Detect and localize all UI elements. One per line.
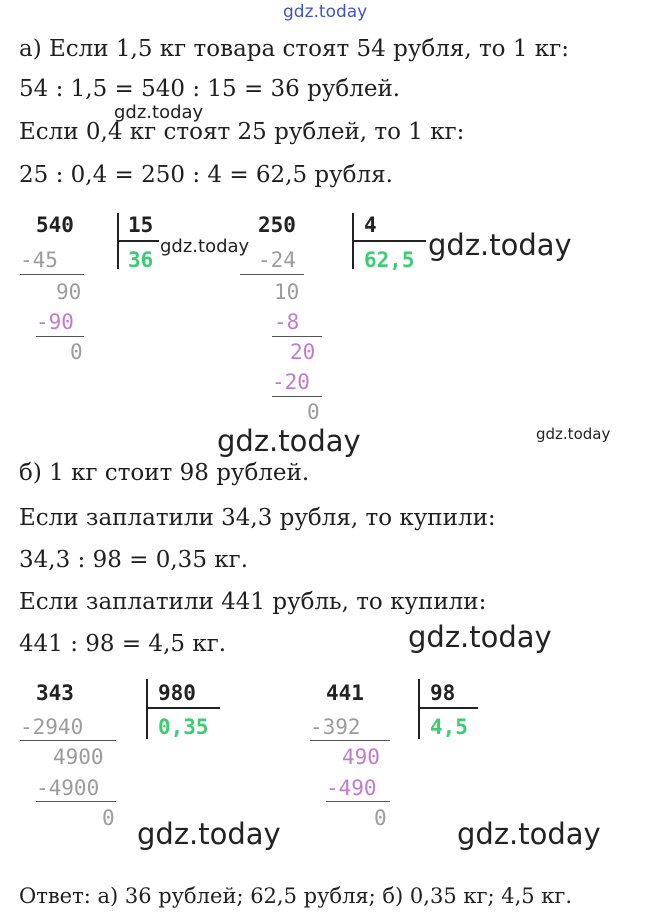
rule bbox=[240, 274, 304, 275]
dividend: 343 bbox=[36, 681, 74, 705]
answer-line: Ответ: а) 36 рублей; 62,5 рубля; б) 0,35 кг; 4,5 кг. bbox=[19, 884, 573, 908]
subtrahend: -490 bbox=[326, 776, 377, 800]
subtrahend: -90 bbox=[36, 310, 74, 334]
division-bar-horizontal bbox=[146, 707, 220, 709]
divisor: 15 bbox=[128, 213, 154, 237]
subtrahend: -392 bbox=[310, 715, 361, 739]
quotient: 36 bbox=[128, 248, 154, 272]
subtrahend: -2940 bbox=[20, 715, 84, 739]
quotient: 4,5 bbox=[430, 715, 468, 739]
remainder: 4900 bbox=[53, 745, 104, 769]
division-bar-vertical bbox=[418, 679, 420, 739]
final-remainder: 0 bbox=[70, 340, 83, 364]
divisor: 980 bbox=[158, 681, 196, 705]
subtrahend: -24 bbox=[258, 248, 296, 272]
final-remainder: 0 bbox=[307, 400, 320, 424]
remainder: 90 bbox=[56, 280, 82, 304]
part-b-line-1: б) 1 кг стоит 98 рублей. bbox=[19, 460, 310, 486]
watermark: gdz.today bbox=[536, 425, 611, 443]
watermark: gdz.today bbox=[408, 620, 552, 654]
rule bbox=[272, 396, 322, 397]
dividend: 540 bbox=[36, 213, 74, 237]
watermark: gdz.today bbox=[457, 817, 601, 851]
subtrahend: -8 bbox=[274, 310, 300, 334]
rule bbox=[20, 740, 116, 741]
part-b-line-5: 441 : 98 = 4,5 кг. bbox=[19, 631, 227, 657]
watermark-top: gdz.today bbox=[283, 2, 368, 22]
remainder: 10 bbox=[274, 280, 300, 304]
rule bbox=[326, 801, 390, 802]
watermark: gdz.today bbox=[114, 102, 204, 123]
subtrahend: -45 bbox=[20, 248, 58, 272]
part-b-line-2: Если заплатили 34,3 рубля, то купили: bbox=[19, 505, 496, 531]
dividend: 250 bbox=[258, 213, 296, 237]
division-bar-horizontal bbox=[352, 240, 426, 242]
divisor: 4 bbox=[364, 213, 377, 237]
subtrahend: -20 bbox=[272, 370, 310, 394]
part-b-line-4: Если заплатили 441 рубль, то купили: bbox=[19, 589, 487, 615]
rule bbox=[20, 274, 84, 275]
remainder: 490 bbox=[342, 745, 380, 769]
dividend: 441 bbox=[326, 681, 364, 705]
part-a-line-1: а) Если 1,5 кг товара стоят 54 рубля, то 1 кг: bbox=[19, 36, 569, 62]
final-remainder: 0 bbox=[374, 806, 387, 830]
watermark: gdz.today bbox=[137, 817, 281, 851]
part-a-line-4: 25 : 0,4 = 250 : 4 = 62,5 рубля. bbox=[19, 162, 393, 188]
rule bbox=[272, 336, 322, 337]
watermark: gdz.today bbox=[160, 236, 250, 257]
final-remainder: 0 bbox=[102, 806, 115, 830]
divisor: 98 bbox=[430, 681, 456, 705]
rule bbox=[36, 801, 116, 802]
rule bbox=[310, 740, 390, 741]
division-bar-horizontal bbox=[117, 240, 159, 242]
division-bar-horizontal bbox=[418, 707, 478, 709]
part-a-line-3: Если 0,4 кг стоят 25 рублей, то 1 кг: bbox=[19, 119, 465, 145]
rule bbox=[36, 336, 84, 337]
watermark: gdz.today bbox=[428, 228, 572, 262]
part-b-line-3: 34,3 : 98 = 0,35 кг. bbox=[19, 547, 249, 573]
watermark: gdz.today bbox=[217, 424, 361, 458]
division-bar-vertical bbox=[146, 679, 148, 739]
remainder: 20 bbox=[290, 340, 316, 364]
subtrahend: -4900 bbox=[36, 776, 100, 800]
part-a-line-2: 54 : 1,5 = 540 : 15 = 36 рублей. bbox=[19, 76, 401, 102]
quotient: 62,5 bbox=[364, 248, 415, 272]
quotient: 0,35 bbox=[158, 715, 209, 739]
